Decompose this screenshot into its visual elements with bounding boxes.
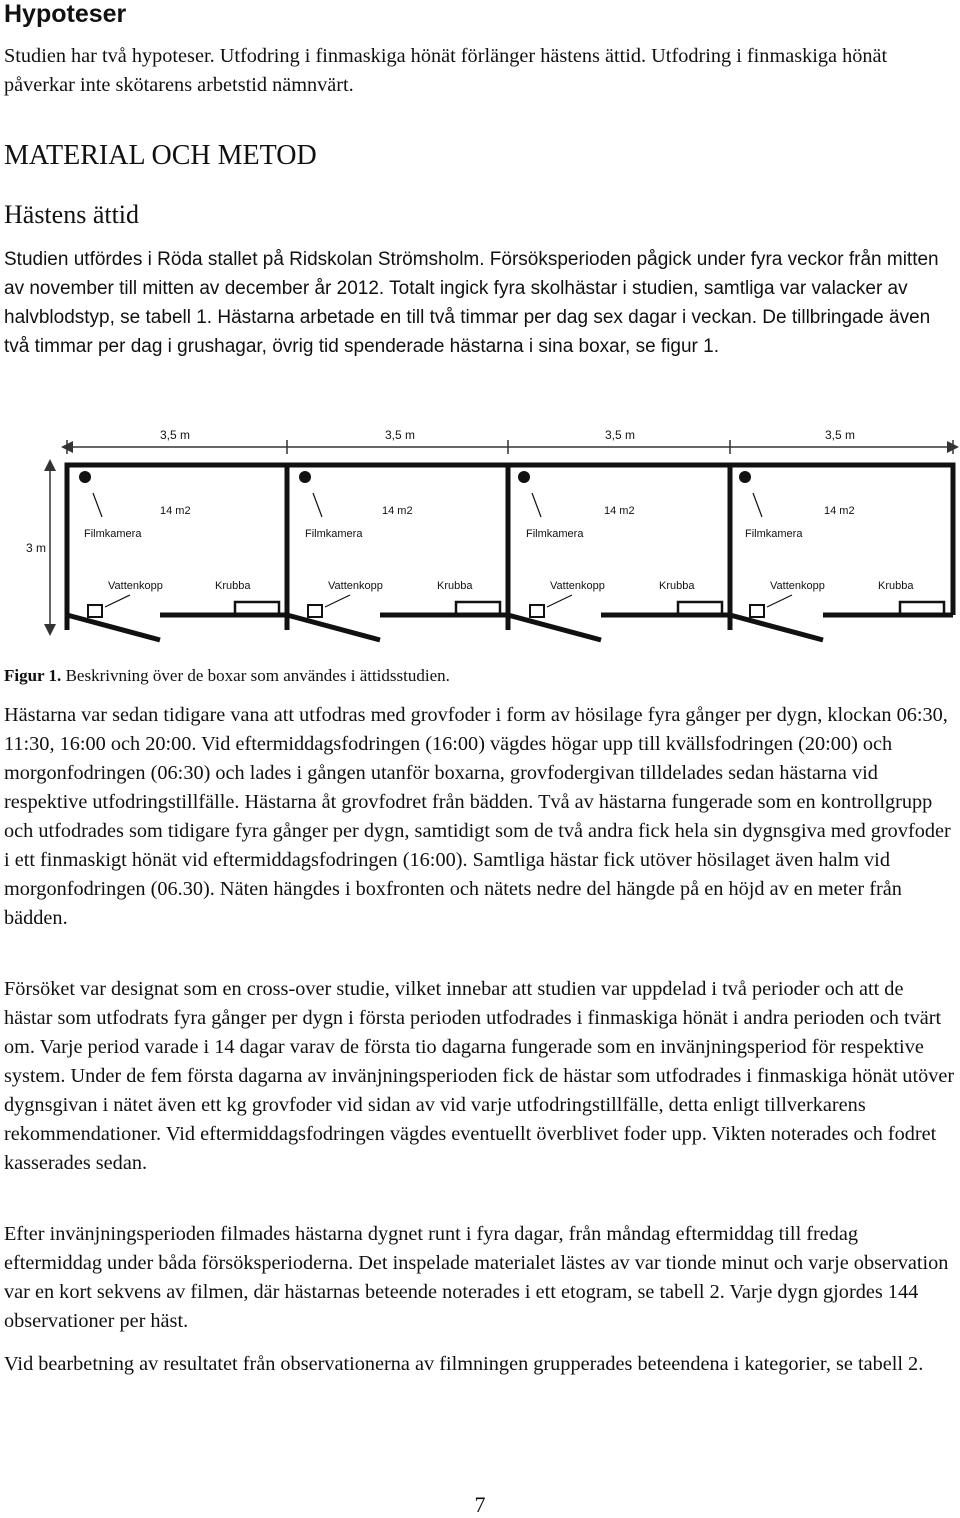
box-3 <box>518 471 722 617</box>
method-subheading: Hästens ättid <box>4 200 140 229</box>
box-4 <box>739 471 944 617</box>
manger-label: Krubba <box>215 580 251 592</box>
width-label-4: 3,5 m <box>825 428 856 442</box>
area-label: 14 m2 <box>824 505 855 517</box>
hypotheses-heading: Hypoteser <box>4 0 127 28</box>
method-heading: MATERIAL OCH METOD <box>4 140 317 171</box>
camera-label: Filmkamera <box>84 528 142 540</box>
width-label-1: 3,5 m <box>160 428 191 442</box>
water-label: Vattenkopp <box>770 580 825 592</box>
page-number: 7 <box>474 1492 486 1517</box>
paragraph-crossover: Försöket var designat som en cross-over studie, vilket innebar att studien var uppdelad i två perioder och att de hästar som utfodrats fyra gånger per dygn i första perioden utfodrades i finmaskiga hönät i andra perioden och tvärt om. Varje period varade i 14 dagar varav de första tio dagarna fungerade som en invänjningsperiod för respektive system. Under de fem första dagarna av invänjningsperioden fick de hästar som utfodrades i finmaskiga hönät utöver dygnsgivan i nätet även ett kg grovfoder vid sidan av vid varje utfodringstillfälle, detta enligt tillverkarens rekommendationer. Vid eftermiddagsfodringen vägdes eventuellt överblivet foder upp. Vikten noterades och fodret kasserades sedan. <box>4 978 955 1174</box>
water-bowl-icon <box>530 605 544 617</box>
camera-label: Filmkamera <box>745 528 803 540</box>
method-text: Studien utfördes i Röda stallet på Ridskolan Strömsholm. Försöksperioden pågick under fyra veckor från mitten av november till mitten av december år 2012. Totalt ingick fyra skolhästar i studien, samtliga var valacker av halvblodstyp, se tabell 1. Hästarna arbetade en till två timmar per dag sex dagar i veckan. De tillbringade även två timmar per dag i grushagar, övrig tid spenderade hästarna i sina boxar, se figur 1. <box>4 249 939 357</box>
water-bowl-icon <box>308 605 322 617</box>
figure-caption-label: Figur 1. <box>4 666 62 685</box>
height-label: 3 m <box>26 541 47 555</box>
water-label: Vattenkopp <box>328 580 383 592</box>
box-2 <box>299 471 500 617</box>
water-bowl-icon <box>88 605 102 617</box>
area-label: 14 m2 <box>382 505 413 517</box>
figure-caption-text: Beskrivning över de boxar som användes i ättidsstudien. <box>61 666 450 685</box>
camera-label: Filmkamera <box>526 528 584 540</box>
paragraph-filming: Efter invänjningsperioden filmades hästarna dygnet runt i fyra dagar, från måndag eftermiddag till fredag eftermiddag under båda försöksperioderna. Det inspelade materialet lästes av var tionde minut och varje observation var en kort sekvens av filmen, där hästarnas beteende noterades i ett etogram, se tabell 2. Varje dygn gjordes 144 observationer per häst. <box>4 1223 949 1332</box>
camera-label: Filmkamera <box>305 528 363 540</box>
paragraph-feeding: Hästarna var sedan tidigare vana att utfodras med grovfoder i form av hösilage fyra gånger per dygn, klockan 06:30, 11:30, 16:00 och 20:00. Vid eftermiddagsfodringen (16:00) vägdes högar upp till kvällsfodringen (20:00) och morgonfodringen (06:30) och lades i gången utanför boxarna, grovfodergivan tilldelades sedan hästarna vid respektive utfodringstillfälle. Hästarna åt grovfodret från bädden. Två av hästarna fungerade som en kontrollgrupp och utfodrades som tidigare fyra gånger per dygn, samtidigt som de två andra fick hela sin dygnsgiva med grovfoder i ett finmaskigt hönät vid eftermiddagsfodringen (16:00). Samtliga hästar fick utöver hösilaget även halm vid morgonfodringen (06.30). Näten hängdes i boxfronten och nätets nedre del hängde på en höjd av en meter från bädden. <box>4 704 951 929</box>
camera-icon <box>518 471 530 483</box>
hypotheses-text: Studien har två hypoteser. Utfodring i finmaskiga hönät förlänger hästens ättid. Utfodring i finmaskiga hönät påverkar inte skötarens arbetstid nämnvärt. <box>4 45 888 96</box>
area-label: 14 m2 <box>160 505 191 517</box>
width-label-2: 3,5 m <box>385 428 416 442</box>
manger-label: Krubba <box>878 580 914 592</box>
figure-caption <box>4 666 450 686</box>
manger-label: Krubba <box>659 580 695 592</box>
water-label: Vattenkopp <box>550 580 605 592</box>
camera-icon <box>299 471 311 483</box>
water-bowl-icon <box>750 605 764 617</box>
camera-icon <box>79 471 91 483</box>
box-1 <box>79 471 279 617</box>
area-label: 14 m2 <box>604 505 635 517</box>
width-label-3: 3,5 m <box>605 428 636 442</box>
paragraph-categories: Vid bearbetning av resultatet från observationerna av filmningen grupperades beteendena i kategorier, se tabell 2. <box>4 1353 924 1375</box>
camera-icon <box>739 471 751 483</box>
water-label: Vattenkopp <box>108 580 163 592</box>
manger-label: Krubba <box>437 580 473 592</box>
box-layout-figure <box>0 425 960 645</box>
